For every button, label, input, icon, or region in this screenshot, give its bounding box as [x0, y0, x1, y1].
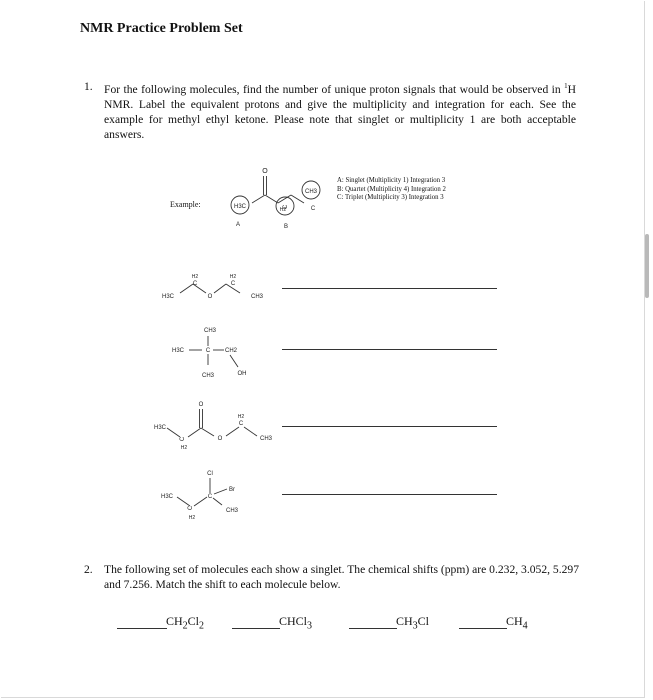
m3-h3c: H3C [153, 425, 167, 431]
m1-h2b: H2 [229, 274, 237, 280]
answer-line-1[interactable] [282, 288, 497, 289]
m2-ch2: CH2 [224, 348, 238, 354]
formula-3-sub1: 3 [412, 620, 418, 632]
legend-line-c: C: Triplet (Multiplicity 3) Integration 3 [337, 194, 444, 202]
formula-4-main: CH [506, 614, 523, 628]
m3-o-carbonyl: O [198, 402, 204, 408]
question-2-text: The following set of molecules each show a singlet. The chemical shifts (ppm) are 0.232, 3.052, 5.297 and 7.256. Match the shift to each molecule below. [104, 563, 580, 591]
m4-c: C [207, 494, 213, 500]
m1-h2a: H2 [191, 274, 199, 280]
legend-line-a: A: Singlet (Multiplicity 1) Integration 3 [337, 177, 446, 184]
m2-oh: OH [237, 371, 247, 377]
page-title: NMR Practice Problem Set [80, 21, 243, 36]
question-2-number: 2. [84, 563, 93, 576]
m3-h2: H2 [180, 445, 188, 451]
m2-ch3-bottom: CH3 [201, 373, 215, 379]
formula-1-sub1: 2 [182, 620, 188, 632]
example-h2: H2 [279, 207, 287, 213]
m3-o-ester: O [217, 436, 223, 442]
group-label-c: C [310, 206, 316, 212]
m1-o: O [207, 294, 213, 300]
shift-blank-1[interactable] [117, 628, 167, 629]
formula-3-main: CH [396, 614, 413, 628]
group-label-a: A [235, 222, 241, 228]
question-1-number: 1. [84, 80, 93, 93]
formula-ch2cl2 [166, 614, 204, 631]
answer-line-4[interactable] [282, 494, 497, 495]
question-1-text-b: H NMR. Label the equivalent protons and give the multiplicity and integration for each. See the example for methyl ethyl ketone. Please note that singlet or multiplicity 1 are both acceptable answers. [104, 82, 576, 141]
m4-h3c: H3C [160, 494, 174, 500]
shift-blank-4[interactable] [459, 628, 507, 629]
example-h3c: H3C [233, 204, 247, 210]
answer-line-2[interactable] [282, 349, 497, 350]
example-c: C [283, 204, 289, 210]
m1-ch3: CH3 [250, 294, 264, 300]
m1-h3c: H3C [161, 294, 175, 300]
m4-cl: Cl [207, 471, 213, 477]
formula-ch4 [506, 614, 528, 631]
group-label-b: B [283, 224, 289, 230]
formula-3-mid: Cl [417, 614, 430, 628]
formula-2-sub1: 3 [307, 620, 313, 632]
m3-c: C [180, 436, 186, 442]
example-o: O [262, 168, 268, 175]
m2-c: C [205, 348, 211, 354]
m3-h2b: H2 [237, 414, 245, 420]
question-1-text-a: For the following molecules, find the number of unique proton signals that would be observed in [104, 82, 565, 96]
example-label: Example: [170, 200, 201, 209]
formula-1-mid: Cl [187, 614, 200, 628]
formula-2-main: CHCl [279, 614, 308, 628]
shift-blank-2[interactable] [232, 628, 280, 629]
formula-1-sub2: 2 [199, 620, 205, 632]
question-1-sup: 1 [564, 82, 568, 90]
m4-c2: C [188, 505, 194, 511]
formula-4-sub1: 4 [522, 620, 528, 632]
formula-1-main: CH [166, 614, 183, 628]
m4-ch3: CH3 [225, 508, 239, 514]
shift-blank-3[interactable] [349, 628, 397, 629]
legend-line-b: B: Quartet (Multiplicity 4) Integration 2 [337, 185, 446, 193]
molecule-4 [177, 478, 227, 506]
m2-ch3-top: CH3 [203, 328, 217, 334]
m1-cb: C [230, 281, 236, 287]
m2-h3c: H3C [171, 348, 185, 354]
question-2 [84, 562, 584, 592]
m1-ca: C [192, 281, 198, 287]
answer-line-3[interactable] [282, 426, 497, 427]
m4-br: Br [229, 487, 235, 493]
formula-ch3cl [396, 614, 429, 631]
formula-chcl3 [279, 614, 312, 631]
example-ch3: CH3 [304, 189, 318, 195]
m3-ch3: CH3 [259, 436, 273, 442]
m4-h2: H2 [188, 515, 196, 521]
m3-cb: C [238, 421, 244, 427]
